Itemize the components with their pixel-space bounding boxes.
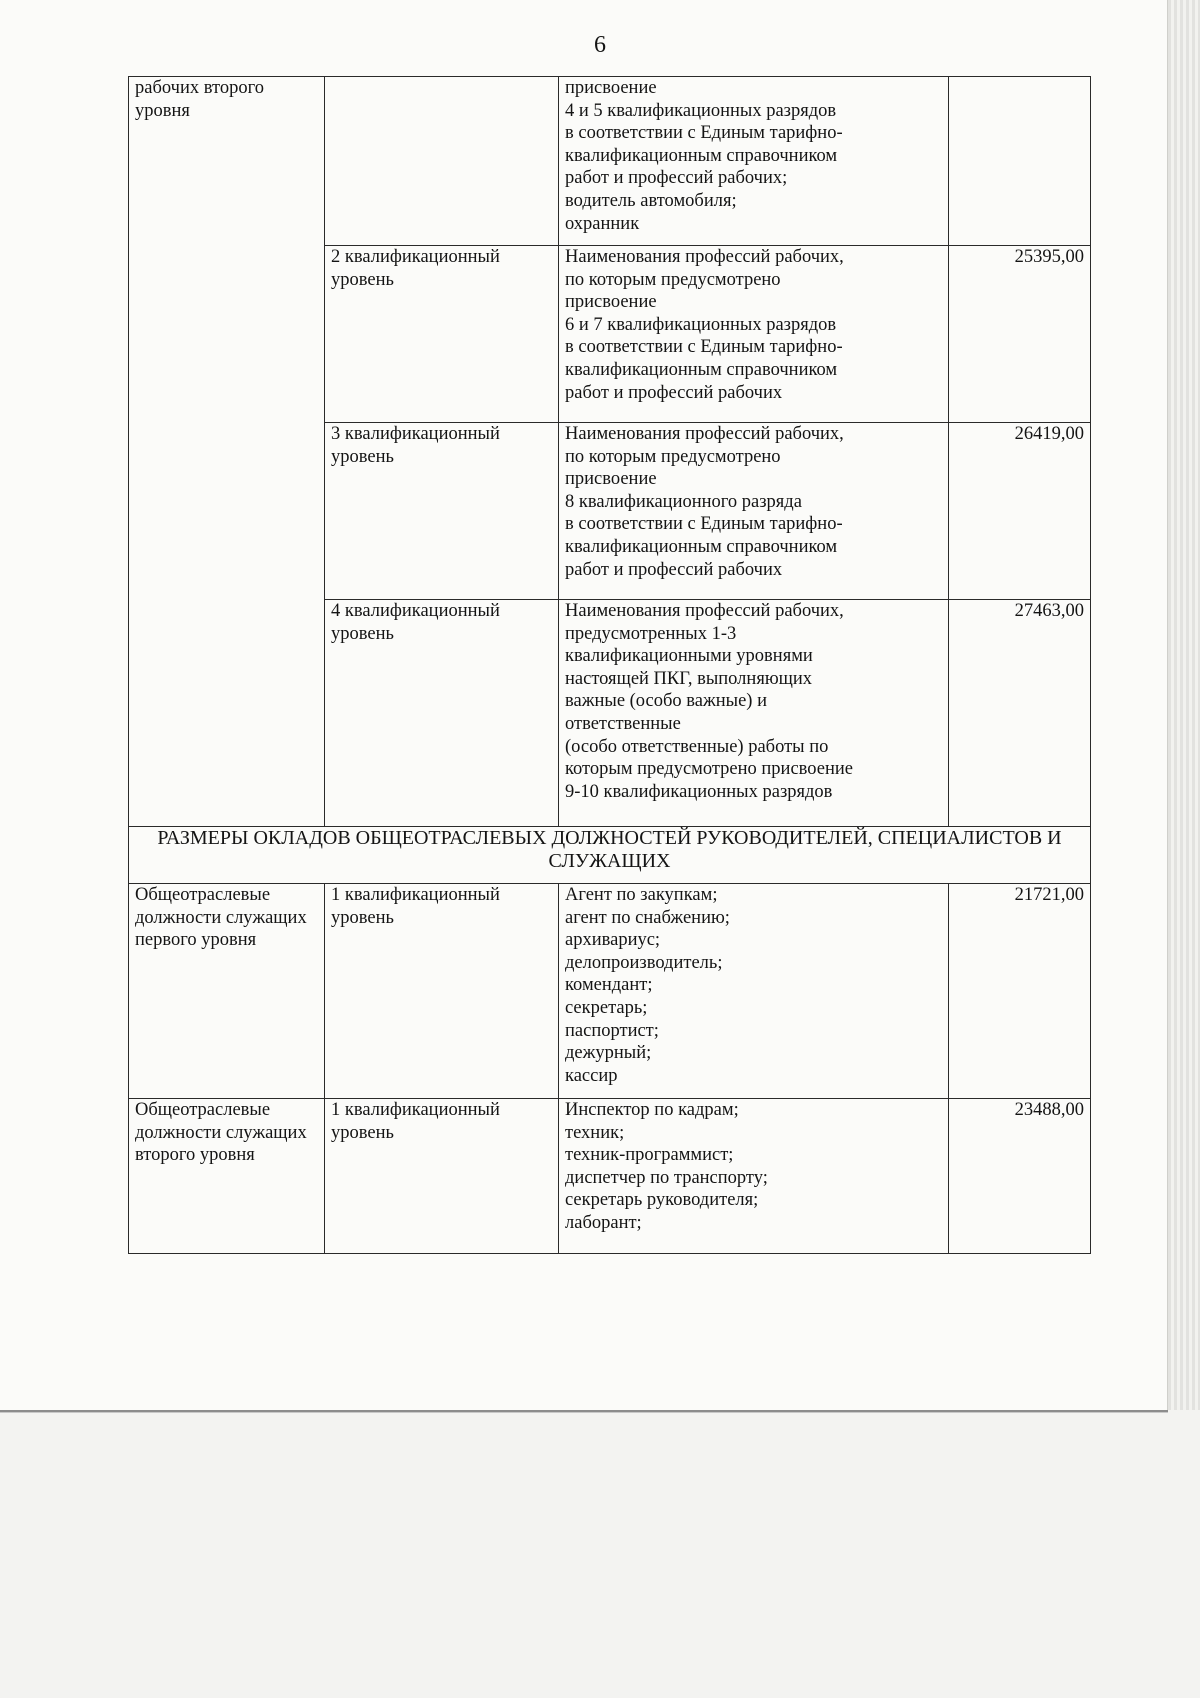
position-line: настоящей ПКГ, выполняющих xyxy=(565,668,813,689)
positions-cell xyxy=(559,1099,949,1254)
position-line: по которым предусмотрено xyxy=(565,269,781,290)
position-line: техник-программист; xyxy=(565,1145,734,1166)
salary-cell xyxy=(949,1099,1091,1254)
level-cell xyxy=(325,423,559,600)
position-line: работ и профессий рабочих xyxy=(565,382,783,403)
position-line: секретарь; xyxy=(565,997,648,1018)
position-line: квалификационным справочником xyxy=(565,145,838,166)
level-cell xyxy=(325,600,559,827)
salary-cell xyxy=(949,423,1091,600)
position-line: архивариус; xyxy=(565,930,661,951)
level-cell xyxy=(325,77,559,246)
table-row xyxy=(129,827,1091,884)
positions-cell xyxy=(559,600,949,827)
position-line: по которым предусмотрено xyxy=(565,446,781,467)
position-line: присвоение xyxy=(565,469,657,490)
position-line: работ и профессий рабочих xyxy=(565,559,783,580)
position-line: кассир xyxy=(565,1065,618,1086)
positions-cell xyxy=(559,423,949,600)
level-label: 3 квалификационный уровень xyxy=(331,424,500,467)
position-line: делопроизводитель; xyxy=(565,952,723,973)
position-line: 9-10 квалификационных разрядов xyxy=(565,781,833,802)
group-cell xyxy=(129,884,325,1099)
salary-value: 26419,00 xyxy=(1014,424,1084,444)
group-label: Общеотраслевые должности служащих первого уровня xyxy=(135,885,307,951)
salary-cell xyxy=(949,77,1091,246)
level-cell xyxy=(325,1099,559,1254)
level-label: 1 квалификационный уровень xyxy=(331,1100,500,1143)
salary-table xyxy=(128,76,1091,1254)
position-line: ответственные xyxy=(565,713,681,734)
position-line: 8 квалификационного разряда xyxy=(565,491,802,512)
salary-value: 21721,00 xyxy=(1014,885,1084,905)
position-line: присвоение xyxy=(565,292,657,313)
position-line: водитель автомобиля; xyxy=(565,190,737,211)
positions-cell xyxy=(559,246,949,423)
level-cell xyxy=(325,884,559,1099)
position-line: техник; xyxy=(565,1122,625,1143)
position-line: в соответствии с Единым тарифно- xyxy=(565,514,843,535)
section-heading: РАЗМЕРЫ ОКЛАДОВ ОБЩЕОТРАСЛЕВЫХ ДОЛЖНОСТЕЙ РУКОВОДИТЕЛЕЙ, СПЕЦИАЛИСТОВ И СЛУЖАЩИХ xyxy=(129,827,1091,884)
position-line: комендант; xyxy=(565,975,653,996)
position-line: Агент по закупкам; xyxy=(565,885,718,905)
level-label: 2 квалификационный уровень xyxy=(331,247,500,290)
position-line: которым предусмотрено присвоение xyxy=(565,759,853,780)
position-line: Наименования профессий рабочих, xyxy=(565,424,844,444)
salary-cell xyxy=(949,884,1091,1099)
position-line: квалификационным справочником xyxy=(565,359,838,380)
position-line: паспортист; xyxy=(565,1020,659,1041)
level-label: 4 квалификационный уровень xyxy=(331,601,500,644)
position-line: Наименования профессий рабочих, xyxy=(565,247,844,267)
position-line: присвоение xyxy=(565,78,657,98)
salary-cell xyxy=(949,600,1091,827)
position-line: лаборант; xyxy=(565,1212,642,1233)
salary-cell xyxy=(949,246,1091,423)
scanner-edge xyxy=(1167,0,1200,1410)
position-line: работ и профессий рабочих; xyxy=(565,168,788,189)
position-line: агент по снабжению; xyxy=(565,907,730,928)
position-line: (особо ответственные) работы по xyxy=(565,736,829,757)
position-line: Инспектор по кадрам; xyxy=(565,1100,739,1120)
salary-value: 25395,00 xyxy=(1014,247,1084,267)
salary-value: 23488,00 xyxy=(1014,1100,1084,1120)
position-line: диспетчер по транспорту; xyxy=(565,1167,768,1188)
table-row xyxy=(129,884,1091,1099)
position-line: важные (особо важные) и xyxy=(565,691,767,712)
position-line: в соответствии с Единым тарифно- xyxy=(565,337,843,358)
position-line: охранник xyxy=(565,213,640,234)
position-line: Наименования профессий рабочих, xyxy=(565,601,844,621)
table-row xyxy=(129,1099,1091,1254)
position-line: в соответствии с Единым тарифно- xyxy=(565,123,843,144)
level-cell xyxy=(325,246,559,423)
position-line: предусмотренных 1-3 xyxy=(565,623,737,644)
table-row xyxy=(129,77,1091,246)
position-line: 6 и 7 квалификационных разрядов xyxy=(565,314,837,335)
level-label: 1 квалификационный уровень xyxy=(331,885,500,928)
positions-cell xyxy=(559,77,949,246)
position-line: квалификационными уровнями xyxy=(565,646,813,667)
group-label: Общеотраслевые должности служащих второго уровня xyxy=(135,1100,307,1166)
position-line: квалификационным справочником xyxy=(565,536,838,557)
page-number: 6 xyxy=(594,32,606,58)
position-line: секретарь руководителя; xyxy=(565,1190,759,1211)
positions-cell xyxy=(559,884,949,1099)
group-label: рабочих второго уровня xyxy=(135,78,264,121)
group-cell xyxy=(129,1099,325,1254)
salary-value: 27463,00 xyxy=(1014,601,1084,621)
position-line: дежурный; xyxy=(565,1043,652,1064)
position-line: 4 и 5 квалификационных разрядов xyxy=(565,100,837,121)
group-cell-workers-second-level xyxy=(129,77,325,827)
